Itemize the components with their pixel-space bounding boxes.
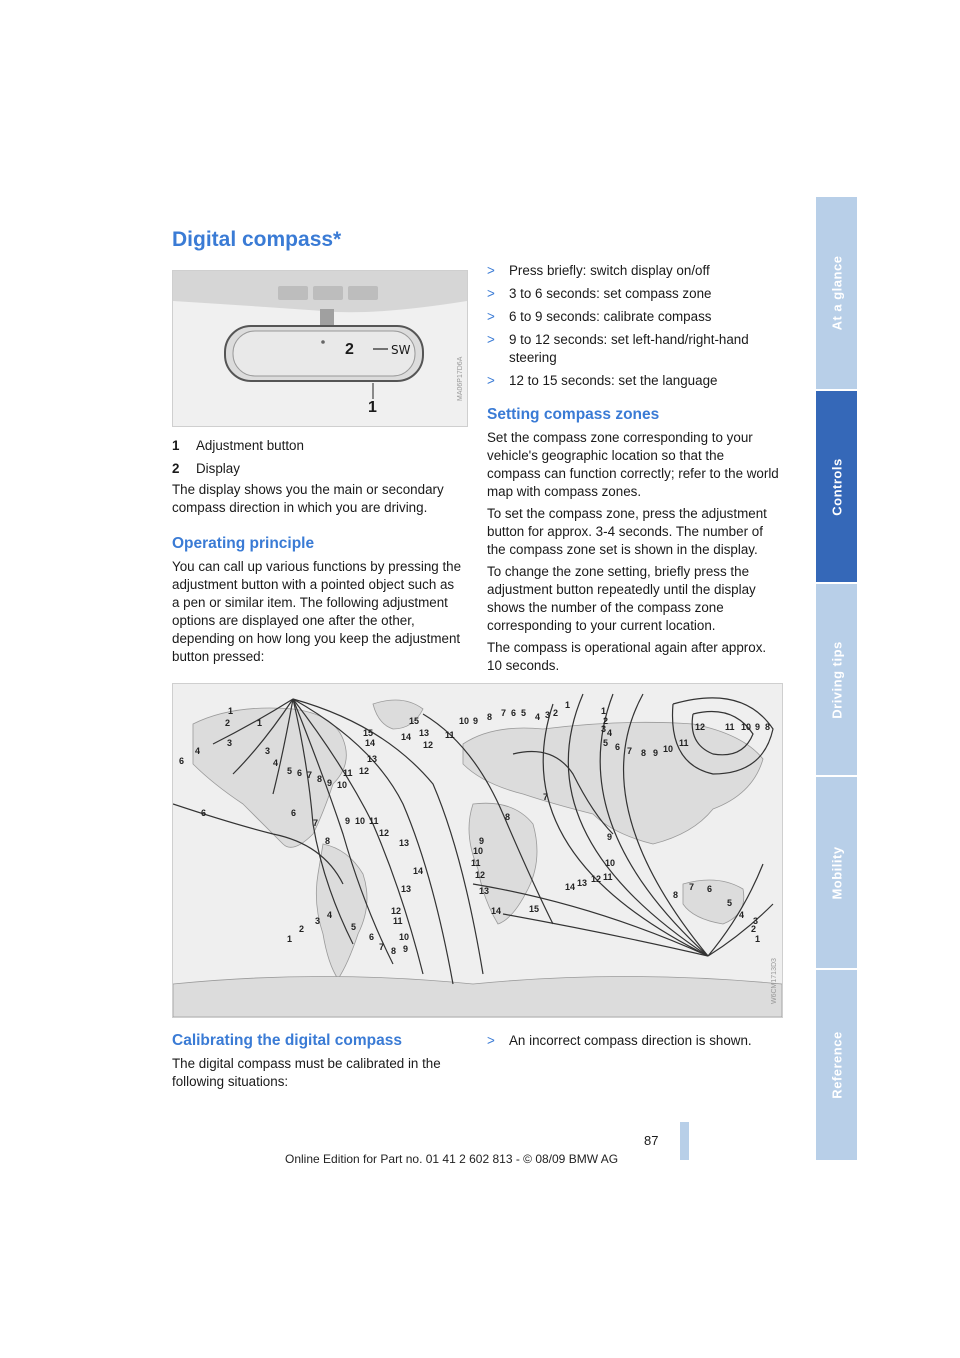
svg-text:15: 15 bbox=[529, 904, 540, 914]
svg-text:2: 2 bbox=[225, 718, 231, 728]
svg-text:6: 6 bbox=[707, 884, 713, 894]
tab-label: Driving tips bbox=[829, 640, 844, 719]
svg-text:6: 6 bbox=[369, 932, 375, 942]
svg-text:12: 12 bbox=[591, 874, 602, 884]
svg-text:10: 10 bbox=[473, 846, 484, 856]
svg-text:6: 6 bbox=[201, 808, 207, 818]
tab-driving-tips[interactable] bbox=[816, 584, 857, 775]
legend-text: Adjustment button bbox=[196, 438, 304, 453]
svg-text:12: 12 bbox=[475, 870, 486, 880]
tab-reference[interactable] bbox=[816, 970, 857, 1160]
calibrating-heading: Calibrating the digital compass bbox=[172, 1032, 402, 1049]
svg-text:4: 4 bbox=[195, 746, 201, 756]
footer-bar bbox=[680, 1122, 689, 1160]
svg-text:13: 13 bbox=[577, 878, 588, 888]
zones-heading: Setting compass zones bbox=[487, 406, 660, 423]
svg-text:8: 8 bbox=[641, 748, 647, 758]
tab-label: Mobility bbox=[829, 845, 844, 900]
list-item-text: 9 to 12 seconds: set left-hand/right-hand steering bbox=[509, 332, 749, 365]
footer-text: Online Edition for Part no. 01 41 2 602 813 - © 08/09 BMW AG bbox=[285, 1152, 619, 1166]
display-readout: SW bbox=[391, 343, 411, 357]
svg-text:9: 9 bbox=[403, 944, 409, 954]
svg-text:11: 11 bbox=[445, 730, 455, 740]
list-item-text: An incorrect compass direction is shown. bbox=[509, 1033, 752, 1048]
svg-text:15: 15 bbox=[363, 728, 374, 738]
list-item-text: 3 to 6 seconds: set compass zone bbox=[509, 286, 712, 301]
calibrating-text: The digital compass must be calibrated in the following situations: bbox=[172, 1056, 441, 1089]
svg-text:3: 3 bbox=[265, 746, 271, 756]
svg-text:1: 1 bbox=[565, 700, 571, 710]
legend-text: Display bbox=[196, 461, 240, 476]
svg-text:10: 10 bbox=[663, 744, 674, 754]
svg-text:10: 10 bbox=[741, 722, 752, 732]
svg-text:11: 11 bbox=[603, 872, 613, 882]
svg-text:7: 7 bbox=[313, 818, 319, 828]
mirror-illustration bbox=[173, 271, 467, 426]
list-item: > 12 to 15 seconds: set the language bbox=[487, 373, 718, 388]
legend-num: 1 bbox=[172, 438, 180, 453]
svg-text:2: 2 bbox=[299, 924, 305, 934]
svg-text:11: 11 bbox=[725, 722, 735, 732]
svg-text:9: 9 bbox=[479, 836, 485, 846]
svg-text:10: 10 bbox=[355, 816, 366, 826]
svg-text:12: 12 bbox=[391, 906, 402, 916]
tab-at-a-glance[interactable] bbox=[816, 197, 857, 389]
svg-text:8: 8 bbox=[391, 946, 397, 956]
figure-code: MA06P17D6A bbox=[457, 356, 464, 401]
legend-item bbox=[172, 461, 304, 481]
svg-text:8: 8 bbox=[765, 722, 771, 732]
svg-text:9: 9 bbox=[607, 832, 613, 842]
svg-text:7: 7 bbox=[379, 942, 385, 952]
world-map-illustration bbox=[173, 684, 782, 1017]
tab-mobility[interactable] bbox=[816, 777, 857, 968]
svg-text:9: 9 bbox=[653, 748, 659, 758]
svg-text:10: 10 bbox=[605, 858, 616, 868]
svg-text:11: 11 bbox=[393, 916, 403, 926]
svg-text:2: 2 bbox=[603, 716, 609, 726]
operating-text: You can call up various functions by pressing the adjustment button with a pointed object such as a pen or similar item. The following adjustment options are displayed one after the other, depending on how long you keep the adjustment button pressed: bbox=[172, 559, 462, 664]
zones-paragraph: To set the compass zone, press the adjustment button for approx. 3-4 seconds. The number of the compass zone set is shown in the display. bbox=[487, 506, 767, 557]
svg-text:4: 4 bbox=[535, 712, 541, 722]
svg-text:5: 5 bbox=[351, 922, 357, 932]
svg-text:7: 7 bbox=[627, 746, 633, 756]
tab-label: At a glance bbox=[829, 255, 844, 331]
svg-text:10: 10 bbox=[399, 932, 410, 942]
map-code: W6CM1713D3 bbox=[771, 958, 778, 1004]
svg-text:8: 8 bbox=[325, 836, 331, 846]
svg-text:3: 3 bbox=[545, 710, 551, 720]
svg-text:13: 13 bbox=[401, 884, 412, 894]
svg-text:7: 7 bbox=[307, 770, 313, 780]
svg-text:14: 14 bbox=[413, 866, 424, 876]
svg-text:9: 9 bbox=[327, 778, 333, 788]
svg-text:6: 6 bbox=[179, 756, 185, 766]
svg-text:3: 3 bbox=[753, 916, 759, 926]
svg-text:13: 13 bbox=[419, 728, 430, 738]
intro-text: The display shows you the main or secondary compass direction in which you are driving. bbox=[172, 482, 444, 515]
svg-text:13: 13 bbox=[479, 886, 490, 896]
svg-text:5: 5 bbox=[521, 708, 527, 718]
svg-text:10: 10 bbox=[459, 716, 470, 726]
mirror-figure bbox=[172, 270, 468, 427]
svg-text:8: 8 bbox=[317, 774, 323, 784]
callout-1: 1 bbox=[368, 399, 377, 416]
svg-text:5: 5 bbox=[727, 898, 733, 908]
svg-text:3: 3 bbox=[315, 916, 321, 926]
calibrating-list-item: > An incorrect compass direction is shown. bbox=[487, 1033, 752, 1048]
svg-text:10: 10 bbox=[337, 780, 348, 790]
figure-legend bbox=[172, 438, 304, 481]
svg-text:6: 6 bbox=[615, 742, 621, 752]
svg-text:13: 13 bbox=[367, 754, 378, 764]
svg-text:11: 11 bbox=[471, 858, 481, 868]
page-number: 87 bbox=[644, 1133, 659, 1148]
svg-text:14: 14 bbox=[491, 906, 502, 916]
zones-paragraph: Set the compass zone corresponding to your vehicle's geographic location so that the compass can function correctly; refer to the world map with compass zones. bbox=[487, 430, 779, 499]
svg-text:1: 1 bbox=[755, 934, 761, 944]
svg-text:4: 4 bbox=[273, 758, 279, 768]
page-title: Digital compass* bbox=[172, 228, 342, 251]
svg-text:14: 14 bbox=[565, 882, 576, 892]
svg-text:11: 11 bbox=[679, 738, 689, 748]
svg-text:3: 3 bbox=[227, 738, 233, 748]
zones-body bbox=[487, 429, 780, 675]
list-item-text: 12 to 15 seconds: set the language bbox=[509, 373, 718, 388]
callout-2: 2 bbox=[345, 341, 354, 358]
compass-zone-map bbox=[172, 683, 783, 1018]
list-item-text: Press briefly: switch display on/off bbox=[509, 263, 710, 278]
function-list bbox=[487, 262, 787, 390]
svg-text:13: 13 bbox=[399, 838, 410, 848]
legend-num: 2 bbox=[172, 461, 180, 476]
svg-text:2: 2 bbox=[553, 708, 559, 718]
svg-text:9: 9 bbox=[755, 722, 761, 732]
svg-text:4: 4 bbox=[327, 910, 333, 920]
svg-text:7: 7 bbox=[501, 708, 507, 718]
svg-text:6: 6 bbox=[297, 768, 303, 778]
svg-text:5: 5 bbox=[603, 738, 609, 748]
svg-text:12: 12 bbox=[379, 828, 390, 838]
operating-heading: Operating principle bbox=[172, 535, 315, 552]
svg-text:1: 1 bbox=[228, 706, 234, 716]
svg-text:4: 4 bbox=[607, 728, 613, 738]
tab-label: Reference bbox=[829, 1031, 844, 1099]
svg-text:7: 7 bbox=[543, 792, 549, 802]
list-item: > Press briefly: switch display on/off bbox=[487, 263, 710, 278]
svg-text:6: 6 bbox=[291, 808, 297, 818]
svg-text:14: 14 bbox=[401, 732, 412, 742]
list-item: > 6 to 9 seconds: calibrate compass bbox=[487, 309, 712, 324]
svg-text:1: 1 bbox=[287, 934, 293, 944]
svg-text:11: 11 bbox=[369, 816, 379, 826]
tab-label: Controls bbox=[829, 457, 844, 516]
legend-item bbox=[172, 438, 304, 461]
zones-paragraph: To change the zone setting, briefly press the adjustment button repeatedly until the display shows the number of the compass zone corresponding to your current location. bbox=[487, 564, 756, 633]
svg-text:5: 5 bbox=[287, 766, 293, 776]
zones-paragraph: The compass is operational again after approx. 10 seconds. bbox=[487, 640, 767, 673]
svg-text:9: 9 bbox=[345, 816, 351, 826]
svg-text:8: 8 bbox=[487, 712, 493, 722]
svg-text:8: 8 bbox=[673, 890, 679, 900]
svg-text:1: 1 bbox=[601, 706, 607, 716]
svg-text:7: 7 bbox=[689, 882, 695, 892]
svg-text:12: 12 bbox=[695, 722, 706, 732]
svg-text:12: 12 bbox=[423, 740, 434, 750]
svg-text:6: 6 bbox=[511, 708, 517, 718]
list-item: > 3 to 6 seconds: set compass zone bbox=[487, 286, 712, 301]
list-item-text: 6 to 9 seconds: calibrate compass bbox=[509, 309, 712, 324]
svg-text:11: 11 bbox=[343, 768, 353, 778]
svg-text:8: 8 bbox=[505, 812, 511, 822]
list-item: > 9 to 12 seconds: set left-hand/right-hand steering bbox=[487, 331, 787, 367]
svg-text:15: 15 bbox=[409, 716, 420, 726]
svg-text:3: 3 bbox=[601, 724, 607, 734]
svg-text:4: 4 bbox=[739, 910, 745, 920]
svg-text:12: 12 bbox=[359, 766, 370, 776]
svg-text:14: 14 bbox=[365, 738, 376, 748]
svg-text:1: 1 bbox=[257, 718, 263, 728]
svg-text:2: 2 bbox=[751, 924, 757, 934]
svg-text:9: 9 bbox=[473, 716, 479, 726]
tab-controls[interactable] bbox=[816, 391, 857, 582]
